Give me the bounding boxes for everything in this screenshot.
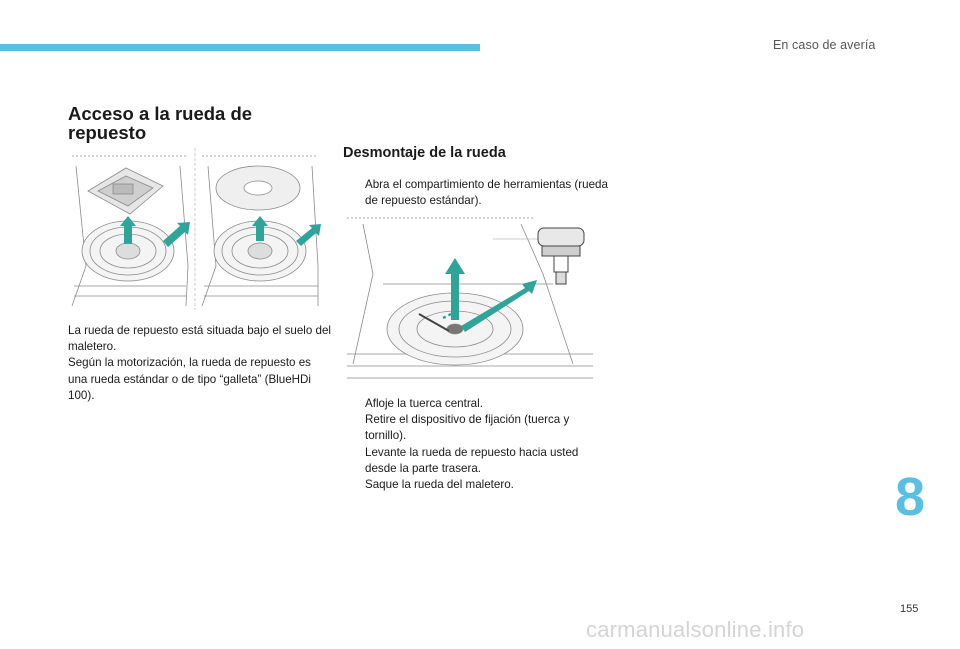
page-number: 155 — [900, 603, 919, 615]
description-type: Según la motorización, la rueda de repuesto es una rueda estándar o de tipo “galleta” (BlueHDi 100). — [68, 356, 311, 402]
fixing-nut-detail-illustration — [530, 224, 596, 290]
page-title-line-2: repuesto — [68, 122, 147, 143]
section-header: En caso de avería — [773, 38, 876, 52]
watermark: carmanualsonline.info — [586, 617, 805, 642]
removal-steps-second — [343, 396, 613, 493]
spare-wheel-description — [68, 323, 333, 404]
page-title — [68, 104, 252, 142]
header-accent-bar — [0, 44, 480, 51]
step-item — [343, 412, 613, 444]
step-item — [343, 477, 613, 493]
step-item — [343, 177, 613, 209]
page-title-line-1: Acceso a la rueda de — [68, 103, 253, 124]
step-text: Retire el dispositivo de fijación (tuerca y tornillo). — [365, 413, 570, 443]
step-text: Abra el compartimiento de herramientas (rueda de repuesto estándar). — [365, 178, 608, 208]
chapter-tab — [880, 461, 960, 533]
step-text: Levante la rueda de repuesto hacia usted desde la parte trasera. — [365, 445, 579, 475]
removal-heading: Desmontaje de la rueda — [343, 145, 506, 161]
step-item — [343, 396, 613, 412]
removal-steps-first — [343, 177, 613, 209]
step-text: Afloje la tuerca central. — [365, 397, 483, 410]
spare-wheel-access-illustration — [68, 146, 322, 312]
step-item — [343, 445, 613, 477]
step-text: Saque la rueda del maletero. — [365, 478, 514, 492]
chapter-number: 8 — [894, 467, 926, 527]
description-location: La rueda de repuesto está situada bajo el suelo del maletero. — [68, 324, 331, 354]
